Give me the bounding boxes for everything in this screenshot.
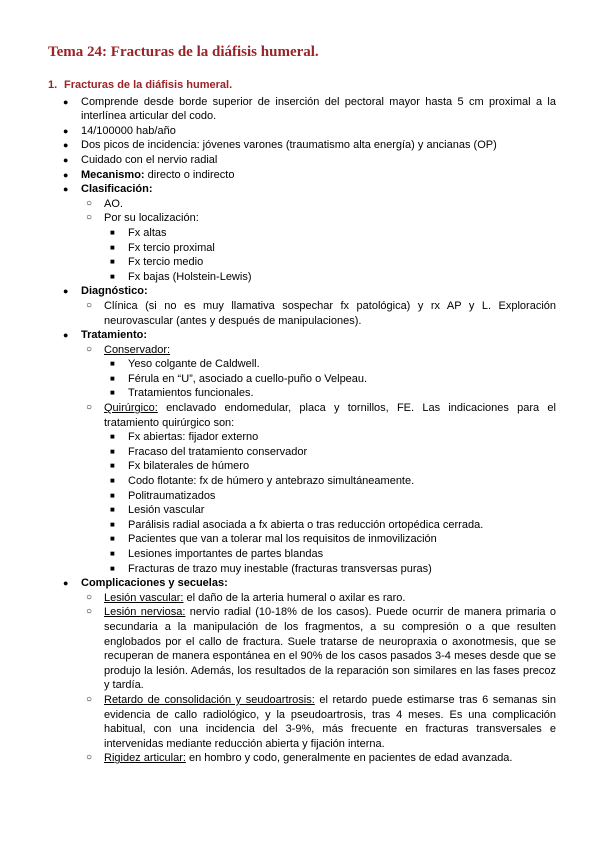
list-item: ● Dos picos de incidencia: jóvenes varones (traumatismo alta energía) y ancianas (OP) bbox=[63, 139, 497, 152]
list-item: ■ Fracaso del tratamiento conservador bbox=[110, 445, 308, 458]
list-item: ■ Fx bilaterales de húmero bbox=[110, 460, 250, 473]
bullet-marker: ● bbox=[63, 169, 69, 180]
bullet-marker: ● bbox=[63, 578, 69, 589]
list-item: ■ Tratamientos funcionales. bbox=[110, 387, 254, 400]
list-item: ○ Rigidez articular: en hombro y codo, generalmente en pacientes de edad avanzada. bbox=[86, 752, 513, 765]
bullet-marker: ○ bbox=[86, 212, 93, 224]
bullet-marker: ● bbox=[63, 96, 69, 107]
bullet-marker: ■ bbox=[110, 271, 115, 281]
list-item: ○ Por su localización: ■ Fx altas ■ Fx tercio proximal ■ Fx tercio medio ■ Fx bajas (Holstein-Lewis) bbox=[81, 211, 556, 284]
bullet-marker: ■ bbox=[110, 476, 115, 486]
bullet-marker: ■ bbox=[110, 490, 115, 500]
section-heading-text: Fracturas de la diáfisis humeral. bbox=[64, 79, 233, 91]
bullet-marker: ○ bbox=[86, 197, 93, 209]
list-item-complicaciones: ● Complicaciones y secuelas: ○ Lesión vascular: el daño de la arteria humeral o axilar es raro. ○ Lesión nerviosa: nervio radial (10-18% de los casos). Puede ocurrir de manera primaria o secundaria a la manipulación de los fragmentos, a su compresión o a que resulten englobados por el callo de fractura. Suele tratarse de neuropraxia o axonotmesis, que se recuperan de manera espontánea en el 90% de los casos pasados 3-4 meses desde que se produjo la lesión. Además, los resultados de la reparación son similares en las fases precoz y tardía. ○ Retardo de consolidación y seudoartrosis: el retardo puede estimarse tras 6 semanas sin evidencia de callo radiológico, y la pseudoartrosis, tras 4 meses. Es una complicación habitual, con una incidencia del 3-9%, más frecuente en fracturas transversales e intervenidas mediante reducción abierta y fijación interna. ○ Rigidez articular: en hombro y codo, generalmente en pacientes de edad avanzada. bbox=[63, 577, 556, 765]
list-item-diagnostico: ● Diagnóstico: ○ Clínica (si no es muy llamativa sospechar fx patológica) y rx AP y L. Exploración neurovascular (antes y después de manipulaciones). bbox=[63, 285, 556, 327]
bullet-marker: ■ bbox=[110, 534, 115, 544]
section-heading bbox=[48, 78, 556, 93]
bullet-marker: ■ bbox=[110, 359, 115, 369]
list-item: ● 14/100000 hab/año bbox=[63, 124, 176, 137]
bullet-marker: ○ bbox=[86, 606, 93, 618]
list-item: ○ Retardo de consolidación y seudoartrosis: el retardo puede estimarse tras 6 semanas sin evidencia de callo radiológico, y la pseudoartrosis, tras 4 meses. Es una complicación habitual, con una incidencia del 3-9%, más frecuente en fracturas transversales e intervenidas mediante reducción abierta y fijación interna. bbox=[86, 693, 556, 750]
bullet-marker: ○ bbox=[86, 402, 93, 414]
list-item: ■ Lesiones importantes de partes blandas bbox=[110, 548, 324, 560]
list-item: ■ Fx abiertas: fijador externo bbox=[110, 431, 259, 444]
bullet-marker: ○ bbox=[86, 752, 93, 764]
list-item: ■ Lesión vascular bbox=[110, 504, 205, 517]
bullet-marker: ■ bbox=[110, 519, 115, 529]
bullet-marker: ○ bbox=[86, 343, 93, 355]
list-item: ■ Fx tercio proximal bbox=[110, 241, 215, 254]
list-item-tratamiento: ● Tratamiento: ○ Conservador: ■ Yeso colgante de Caldwell. ■ Férula en “U”, asociado a cuello-puño o Velpeau. ■ Tratamientos funcionales. ○ Quirúrgico: enclavado endomedular, placa y tornillos, FE. Las indicaciones para el tratamiento quirúrgico son: ■ Fx abiertas: fijador externo ■ Fracaso del tratamiento conservador ■ Fx bilaterales de húmero ■ Codo flotante: fx de húmero y antebrazo simultáneamente. ■ Politraumatizados ■ Lesión vascular ■ Parálisis radial asociada a fx abierta o tras reducción ortopédica cerrada. ■ Pacientes que van a tolerar mal los requisitos de inmovilización ■ Lesiones importantes de partes blandas ■ Fracturas de trazo muy inestable (fracturas transversas puras) bbox=[63, 329, 556, 575]
list-item: ○ Lesión vascular: el daño de la arteria humeral o axilar es raro. bbox=[86, 591, 406, 604]
bullet-marker: ■ bbox=[110, 549, 115, 558]
list-item: ○ Lesión nerviosa: nervio radial (10-18% de los casos). Puede ocurrir de manera primaria o secundaria a la manipulación de los fragmentos, a su compresión o a que resulten englobados por el callo de fractura. Suele tratarse de neuropraxia o axonotmesis, que se recuperan de manera espontánea en el 90% de los casos pasados 3-4 meses desde que se produjo la lesión. Además, los resultados de la reparación son similares en las fases precoz y tardía. bbox=[86, 606, 556, 692]
list-item: ■ Codo flotante: fx de húmero y antebrazo simultáneamente. bbox=[110, 475, 415, 488]
document-body bbox=[48, 78, 556, 766]
bullet-marker: ● bbox=[63, 286, 69, 297]
list-item: ○ Clínica (si no es muy llamativa sospechar fx patológica) y rx AP y L. Exploración neurovascular (antes y después de manipulaciones). bbox=[86, 299, 556, 327]
section-number: 1. bbox=[48, 79, 58, 91]
bullet-marker: ○ bbox=[86, 693, 93, 705]
list-item: ● Cuidado con el nervio radial bbox=[63, 153, 218, 166]
bullet-marker: ■ bbox=[110, 432, 115, 442]
list-item: ■ Parálisis radial asociada a fx abierta o tras reducción ortopédica cerrada. bbox=[110, 518, 484, 531]
list-item-quirurgico: ○ Quirúrgico: enclavado endomedular, placa y tornillos, FE. Las indicaciones para el tratamiento quirúrgico son: ■ Fx abiertas: fijador externo ■ Fracaso del tratamiento conservador ■ Fx bilaterales de húmero ■ Codo flotante: fx de húmero y antebrazo simultáneamente. ■ Politraumatizados ■ Lesión vascular ■ Parálisis radial asociada a fx abierta o tras reducción ortopédica cerrada. ■ Pacientes que van a tolerar mal los requisitos de inmovilización ■ Lesiones importantes de partes blandas ■ Fracturas de trazo muy inestable (fracturas transversas puras) bbox=[86, 402, 556, 575]
bullet-marker: ■ bbox=[110, 461, 115, 471]
bullet-marker: ● bbox=[63, 125, 69, 136]
bullet-marker: ● bbox=[63, 140, 69, 151]
bullet-marker: ● bbox=[63, 184, 69, 195]
list-item: ■ Fx tercio medio bbox=[110, 256, 204, 269]
list-item-clasificacion: ● Clasificación: ○ AO. ○ Por su localización: ■ Fx altas ■ Fx tercio proximal ■ Fx tercio medio ■ Fx bajas (Holstein-Lewis) bbox=[48, 182, 556, 284]
list-item: ■ Fracturas de trazo muy inestable (fracturas transversas puras) bbox=[110, 562, 432, 575]
document-title: Tema 24: Fracturas de la diáfisis humeral. bbox=[48, 44, 319, 60]
bullet-marker: ■ bbox=[110, 388, 115, 398]
bullet-marker: ○ bbox=[86, 299, 93, 311]
bullet-marker: ■ bbox=[110, 227, 115, 237]
list-item: ○ AO. bbox=[86, 197, 123, 210]
bullet-marker: ○ bbox=[86, 591, 93, 603]
list-item: ● Comprende desde borde superior de inserción del pectoral mayor hasta 5 cm proximal a la interlínea articular del codo. bbox=[63, 95, 556, 123]
list-item: ■ Fx bajas (Holstein-Lewis) bbox=[110, 270, 252, 283]
bullet-marker: ■ bbox=[110, 373, 115, 383]
bullet-marker: ■ bbox=[110, 563, 115, 573]
list-item: ■ Fx altas bbox=[110, 226, 167, 239]
list-item: ■ Pacientes que van a tolerar mal los requisitos de inmovilización bbox=[110, 533, 437, 546]
bullet-marker: ■ bbox=[110, 257, 115, 267]
list-item-conservador: ○ Conservador: ■ Yeso colgante de Caldwell. ■ Férula en “U”, asociado a cuello-puño o Velpeau. ■ Tratamientos funcionales. bbox=[81, 343, 556, 401]
bullet-marker: ● bbox=[63, 330, 69, 341]
main-list bbox=[48, 95, 556, 766]
bullet-marker: ● bbox=[63, 154, 69, 165]
bullet-marker: ■ bbox=[110, 446, 115, 456]
list-item: ■ Yeso colgante de Caldwell. bbox=[110, 358, 260, 371]
list-item: ● Mecanismo: directo o indirecto bbox=[63, 168, 235, 181]
bullet-marker: ■ bbox=[110, 242, 115, 252]
list-item: ■ Férula en “U”, asociado a cuello-puño o Velpeau. bbox=[110, 372, 368, 385]
list-item: ■ Politraumatizados bbox=[110, 489, 216, 502]
bullet-marker: ■ bbox=[110, 505, 115, 515]
